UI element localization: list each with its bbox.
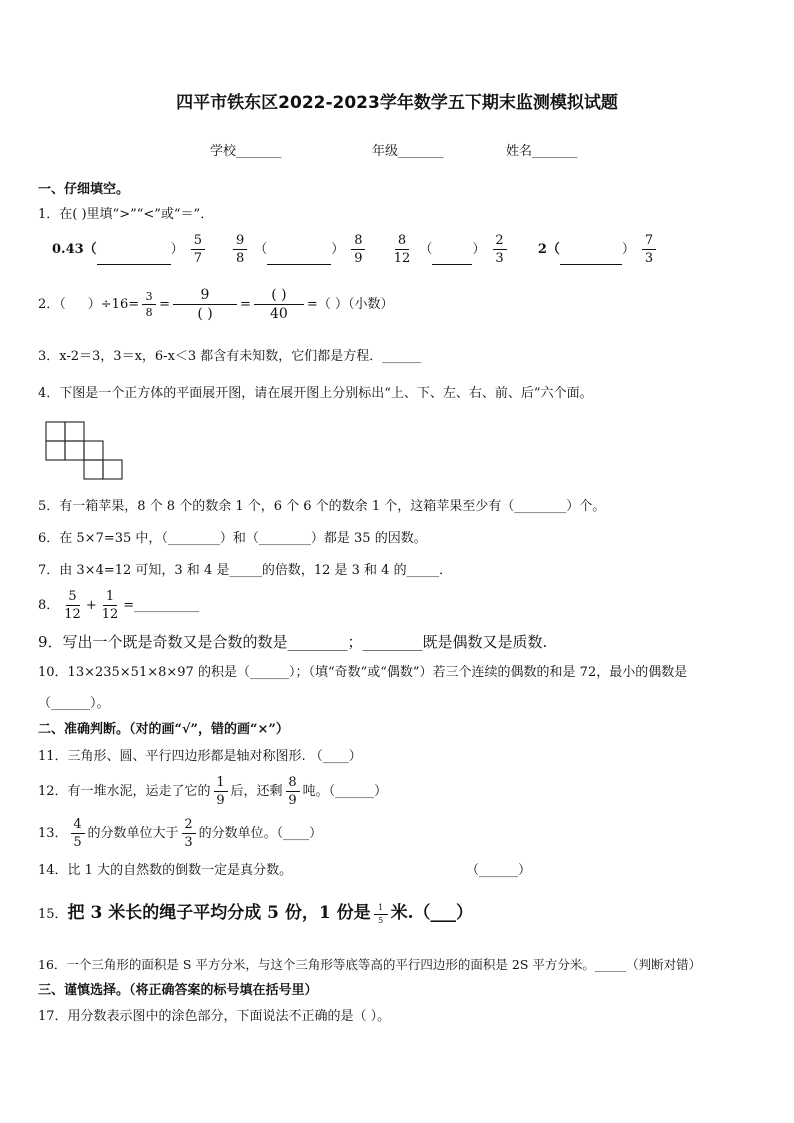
question-13: 13． $\frac{4}{5}$ 的分数单位大于 $\frac{2}{3}$ 的分数单位。（____） [38,817,323,850]
cube-net-diagram [44,420,128,482]
net-square [84,441,103,460]
answer-blank[interactable] [97,250,171,265]
fraction: $\frac{9}{( )}$ [173,288,237,321]
net-square [65,441,84,460]
question-2: 2．（ ）÷16= $\frac{3}{8}$ = $\frac{9}{( )}$ = $\frac{( )}{40}$ =（ ）（小数） [38,287,394,322]
section-2-heading: 二、准确判断。（对的画“√”，错的画“×”） [38,722,289,737]
question-14-answer: （______） [466,863,532,878]
net-square [65,422,84,441]
answer-blank[interactable] [560,250,622,265]
net-square [84,460,103,479]
question-15: 15．把 3 米长的绳子平均分成 5 份，1 份是 $\frac{1}{5}$ 米.（___） [38,903,474,925]
fraction: $\frac{8}{12}$ [393,233,411,266]
fraction: $\frac{1}{9}$ [214,776,228,807]
question-14: 14．比 1 大的自然数的倒数一定是真分数。 [38,863,293,878]
fraction: $\frac{1}{12}$ [101,589,119,622]
question-5: 5．有一箱苹果，8 个 8 个的数余 1 个，6 个 6 个的数余 1 个，这箱苹果至少有（________）个。 [38,499,606,514]
question-1: 1．在( )里填“>”“<”或“＝”． [38,207,214,222]
question-7: 7．由 3×4=12 可知，3 和 4 是_____的倍数，12 是 3 和 4 的_____． [38,563,453,578]
fraction: $\frac{8}{9}$ [286,776,300,807]
section-3-heading: 三、谨慎选择。（将正确答案的标号填在括号里） [38,983,318,998]
school-field[interactable]: 学校_______ [210,144,282,159]
question-12: 12．有一堆水泥，运走了它的 $\frac{1}{9}$ 后，还剩 $\frac{8}{9}$ 吨。（______） [38,775,388,808]
fraction: $\frac{5}{12}$ [64,589,81,622]
fraction: $\frac{7}{3}$ [642,234,656,265]
name-field[interactable]: 姓名_______ [506,144,578,159]
fraction: $\frac{1}{5}$ [374,904,388,925]
question-11: 11．三角形、圆、平行四边形都是轴对称图形. （____） [38,749,362,764]
fraction: $\frac{9}{8}$ [233,234,247,265]
question-10-continued: （______）。 [38,696,110,711]
answer-blank[interactable] [267,250,331,265]
net-square [46,441,65,460]
fraction: $\frac{2}{3}$ [182,818,196,849]
fraction: $\frac{4}{5}$ [71,818,85,849]
fraction: $\frac{( )}{40}$ [254,288,304,321]
grade-field[interactable]: 年级_______ [372,144,444,159]
fraction: $\frac{5}{7}$ [191,234,205,265]
question-3: 3．x-2＝3，3＝x，6-x＜3 都含有未知数，它们都是方程．______ [38,349,422,364]
question-4: 4．下图是一个正方体的平面展开图，请在展开图上分别标出“上、下、左、右、前、后”六个面。 [38,386,593,401]
section-1-heading: 一、仔细填空。 [38,182,130,197]
question-9: 9．写出一个既是奇数又是合数的数是________；________既是偶数又是质数. [38,633,548,651]
net-square [103,460,122,479]
question-1-comparisons: 0.43（ ） $\frac{5}{7}$ $\frac{9}{8}$ （ ） $\frac{8}{9}$ $\frac{8}{12}$ （ ） $\frac{2}{3}$ 2（ ） $\frac{7}{3}$ [52,234,659,265]
question-16: 16．一个三角形的面积是 S 平方分米，与这个三角形等底等高的平行四边形的面积是 2S 平方分米。_____（判断对错） [38,957,702,972]
question-8: 8． $\frac{5}{12}$ + $\frac{1}{12}$ =__________ [38,589,200,622]
question-17: 17．用分数表示图中的涂色部分，下面说法不正确的是（ ）。 [38,1009,391,1024]
answer-blank[interactable] [432,250,472,265]
question-6: 6．在 5×7=35 中，（________）和（________）都是 35 的因数。 [38,531,427,546]
page-title: 四平市铁东区2022-2023学年数学五下期末监测模拟试题 [176,93,618,113]
question-10: 10．13×235×51×8×97 的积是（______）；（填“奇数”或“偶数”）若三个连续的偶数的和是 72，最小的偶数是 [38,665,688,680]
net-square [46,422,65,441]
fraction: $\frac{3}{8}$ [142,291,156,318]
fraction: $\frac{2}{3}$ [493,234,507,265]
fraction: $\frac{8}{9}$ [351,234,365,265]
